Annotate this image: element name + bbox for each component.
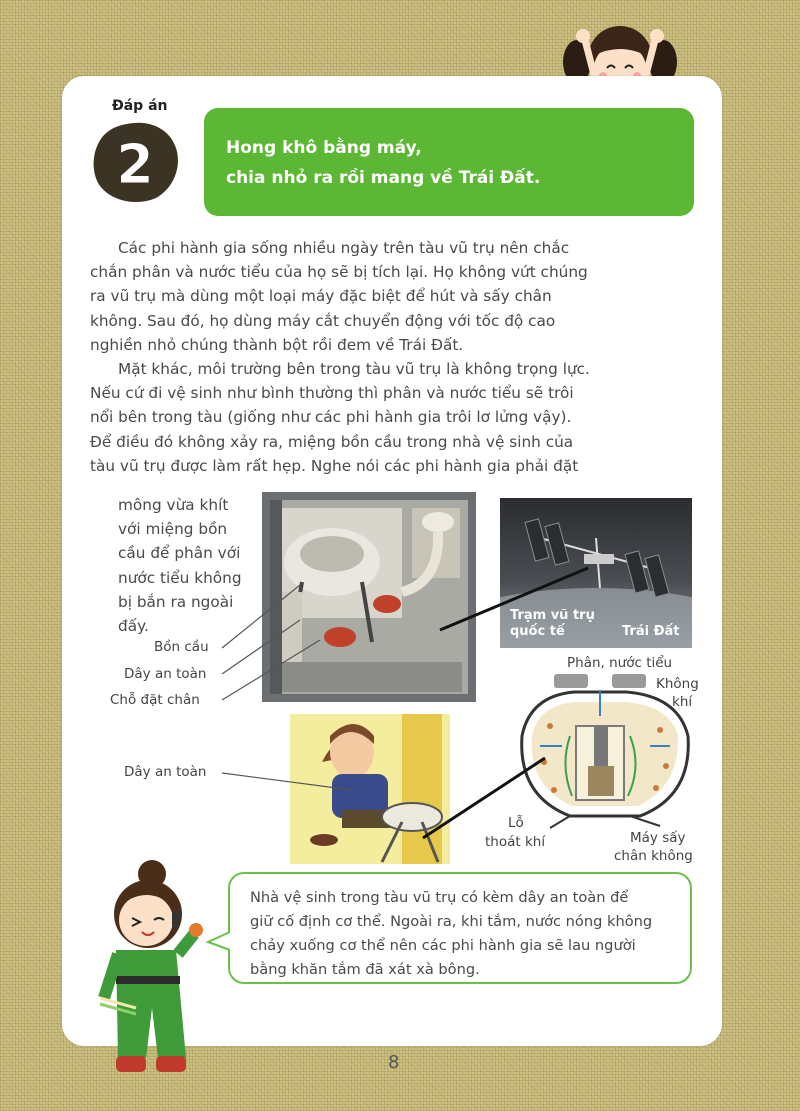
side-line: nước tiểu không: [118, 568, 242, 587]
side-line: mông vừa khít: [118, 496, 229, 514]
side-line: bị bắn ra ngoài: [118, 592, 234, 611]
label-toilet: Bồn cầu: [154, 639, 209, 655]
p2-line: nổi bên trong tàu (giống như các phi hành gia trôi lơ lửng vậy).: [90, 408, 572, 427]
label-station-line-2: quốc tế: [510, 624, 565, 639]
answer-number: 2: [116, 133, 154, 196]
label-vent-line-1: Lỗ: [508, 815, 524, 831]
p1-line: Các phi hành gia sống nhiều ngày trên tàu vũ trụ nên chắc: [118, 239, 570, 257]
label-dryer-line-2: chân không: [614, 848, 693, 864]
p1-line: nghiền nhỏ chúng thành bột rồi đem về Trái Đất.: [90, 335, 464, 354]
side-line: với miệng bồn: [118, 520, 228, 539]
note-line: giữ cố định cơ thể. Ngoài ra, khi tắm, nước nóng không: [250, 913, 653, 930]
note-line: Nhà vệ sinh trong tàu vũ trụ có kèm dây an toàn để: [250, 889, 629, 906]
label-seatbelt-1: Dây an toàn: [124, 666, 207, 682]
side-line: đấy.: [118, 617, 149, 636]
side-line: cầu để phân với: [118, 544, 241, 563]
note-text: [250, 886, 675, 982]
p1-line: chắn phân và nước tiểu của họ sẽ bị tích lại. Họ không vứt chúng: [90, 263, 588, 282]
label-footrest: Chỗ đặt chân: [110, 692, 200, 708]
bubble-tail: [206, 930, 232, 954]
p1-line: không. Sau đó, họ dùng máy cắt chuyển động với tốc độ cao: [90, 311, 556, 330]
headline-line-1: Hong khô bằng máy,: [226, 138, 422, 158]
note-line: chảy xuống cơ thể nên các phi hành gia sẽ lau người: [250, 937, 636, 954]
label-seatbelt-2: Dây an toàn: [124, 764, 207, 780]
label-air-line-2: khí: [672, 694, 693, 710]
label-vent-line-2: thoát khí: [485, 834, 546, 850]
headline-line-2: chia nhỏ ra rồi mang về Trái Đất.: [226, 168, 541, 188]
label-air-line-1: Không: [656, 676, 699, 692]
note-bubble: [228, 872, 692, 984]
label-earth: Trái Đất: [622, 624, 680, 639]
p2-line: Nếu cứ đi vệ sinh như bình thường thì phân và nước tiểu sẽ trôi: [90, 384, 574, 403]
p1-line: ra vũ trụ mà dùng một loại máy đặc biệt để hút và sấy chân: [90, 287, 552, 306]
p2-line: Để điều đó không xảy ra, miệng bồn cầu trong nhà vệ sinh của: [90, 432, 574, 451]
label-dryer-line-1: Máy sấy: [630, 830, 686, 846]
astronaut-character-illustration: [96, 858, 208, 1080]
note-line: bằng khăn tắm đã xát xà bông.: [250, 961, 480, 978]
label-station-line-1: Trạm vũ trụ: [510, 608, 595, 623]
label-waste: Phân, nước tiểu: [567, 655, 673, 671]
page-number: 8: [388, 1052, 400, 1073]
answer-label: Đáp án: [112, 98, 168, 114]
p2-line: Mặt khác, môi trường bên trong tàu vũ trụ là không trọng lực.: [118, 360, 590, 378]
p2-line: tàu vũ trụ được làm rất hẹp. Nghe nói các phi hành gia phải đặt: [90, 456, 579, 475]
